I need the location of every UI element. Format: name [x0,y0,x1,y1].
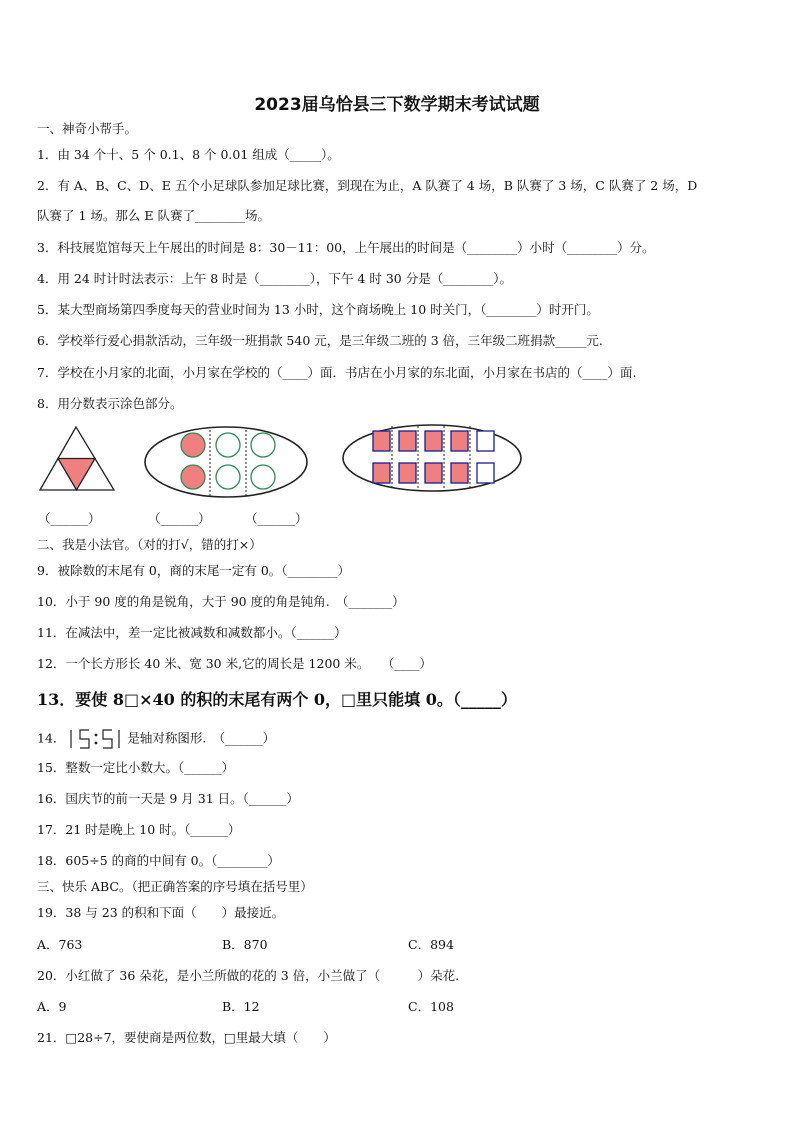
question-14-text: 是轴对称图形. （______） [127,730,276,746]
question-1: 1．由 34 个十、5 个 0.1、8 个 0.01 组成（_____）。 [37,147,340,162]
question-15: 15．整数一定比小数大。（______） [37,760,235,775]
question-11: 11．在减法中，差一定比被减数和减数都小。（______） [37,625,347,640]
question-20: 20．小红做了 36 朵花，是小兰所做的花的 3 倍，小兰做了（ ）朵花. [37,968,460,983]
question-3: 3．科技展览馆每天上午展出的时间是 8：30－11：00，上午展出的时间是（________）小时（________）分。 [37,240,655,255]
question-20-option-c: C．108 [408,999,454,1014]
question-20-option-b: B．12 [222,999,260,1014]
question-2-line-2: 队赛了 1 场。那么 E 队赛了________场。 [37,208,270,223]
question-8: 8．用分数表示涂色部分。 [37,396,183,411]
question-18: 18．605÷5 的商的中间有 0。（________） [37,853,280,868]
circle-oval-figure [142,424,312,500]
question-7: 7．学校在小月家的北面，小月家在学校的（____）面．书店在小月家的东北面，小月家在书店的（____）面. [37,365,637,380]
question-19: 19．38 与 23 的积和下面（ ）最接近。 [37,905,285,920]
question-16: 16．国庆节的前一天是 9 月 31 日。（______） [37,791,299,806]
question-19-option-b: B．870 [222,937,268,952]
question-4: 4．用 24 时计时法表示：上午 8 时是（________），下午 4 时 30 分是（________）。 [37,271,512,286]
section-3-heading: 三、快乐 ABC。（把正确答案的序号填在括号里） [37,879,313,894]
question-9: 9．被除数的末尾有 0，商的末尾一定有 0。（________） [37,563,351,578]
answer-blank-fig-1: （______） [38,511,101,526]
question-20-option-a: A．9 [37,999,67,1014]
question-2-line-1: 2．有 A、B、C、D、E 五个小足球队参加足球比赛，到现在为止，A 队赛了 4 场，B 队赛了 3 场，C 队赛了 2 场，D [37,178,698,193]
question-12: 12．一个长方形长 40 米、宽 30 米,它的周长是 1200 米。 （____） [37,656,432,671]
question-5: 5．某大型商场第四季度每天的营业时间为 13 小时，这个商场晚上 10 时关门，（________）时开门。 [37,302,599,317]
section-1-heading: 一、神奇小帮手。 [37,121,138,136]
question-19-option-c: C．894 [408,937,454,952]
question-6: 6．学校举行爱心捐款活动，三年级一班捐款 540 元，是三年级二班的 3 倍，三年级二班捐款_____元. [37,333,603,348]
question-14 [37,728,275,750]
question-14-number: 14． [37,730,66,746]
shaded-triangle-figure [38,424,118,494]
section-2-heading: 二、我是小法官。（对的打√，错的打×） [37,537,262,552]
digital-155-icon [67,728,125,750]
page-title: 2023届乌恰县三下数学期末考试试题 [254,95,540,115]
question-21: 21．□28÷7，要使商是两位数，□里最大填（ ） [37,1030,336,1045]
answer-blank-fig-2: （______） [148,511,211,526]
question-13: 13．要使 8□×40 的积的末尾有两个 0，□里只能填 0。（_____） [37,690,517,709]
question-17: 17．21 时是晚上 10 时。（______） [37,822,241,837]
answer-blank-fig-3: （______） [245,511,308,526]
question-10: 10．小于 90 度的角是锐角，大于 90 度的角是钝角. （_______） [37,594,405,609]
question-19-option-a: A．763 [37,937,83,952]
square-oval-figure [340,422,526,494]
